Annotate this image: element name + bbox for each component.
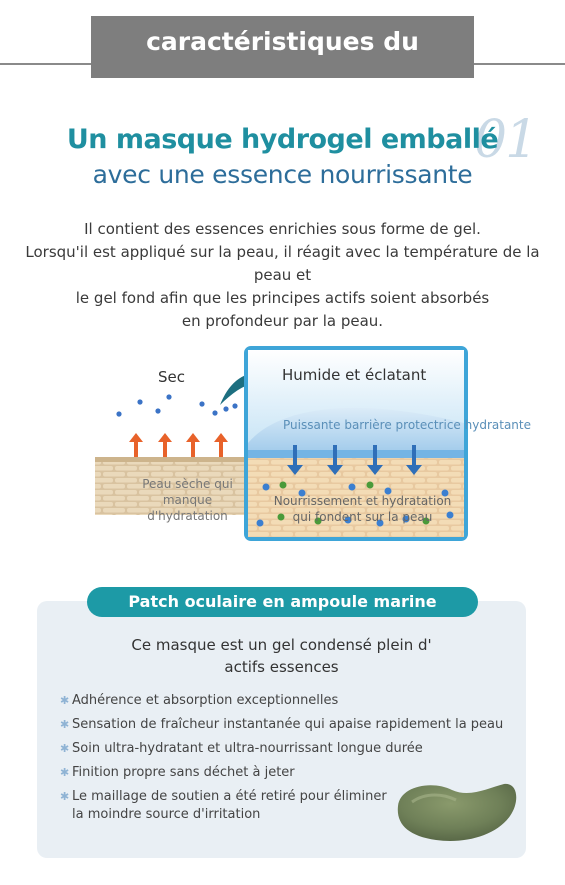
star-icon: ✱ [60,742,70,755]
description-line: le gel fond afin que les principes actifs soient absorbés [75,289,490,307]
feature-text: Soin ultra-hydratant et ultra-nourrissant longue durée [72,741,423,756]
product-name-pill: Patch oculaire en ampoule marine [87,587,478,617]
feature-item [60,716,520,734]
evaporation-arrows [129,433,228,457]
label-dry-skin-line: manque d'hydratation [147,493,228,523]
label-dry-skin-line: Peau sèche qui [142,477,233,491]
description [10,218,555,333]
label-moist: Humide et éclatant [282,366,427,384]
card-subtitle-line: actifs essences [224,658,339,676]
section-subtitle: avec une essence nourrissante [92,160,473,189]
label-barrier: Puissante barrière protectrice hydratante [283,418,531,432]
label-dry-skin [130,476,245,524]
feature-text: Sensation de fraîcheur instantanée qui apaise rapidement la peau [72,717,504,732]
star-icon: ✱ [60,790,70,803]
dry-particles [116,394,237,416]
feature-item [60,692,520,710]
description-line: Lorsqu'il est appliqué sur la peau, il réagit avec la température de la [25,243,540,261]
card-subtitle [37,634,526,678]
label-nourishment-line: qui fondent sur la peau [292,510,433,524]
feature-text: Adhérence et absorption exceptionnelles [72,693,339,708]
description-line: en profondeur par la peau. [181,312,384,330]
eye-patch-image [392,776,520,846]
card-subtitle-line: Ce masque est un gel condensé plein d' [131,636,432,654]
feature-text: Finition propre sans déchet à jeter [72,765,295,780]
label-nourishment [265,493,460,525]
label-dry: Sec [158,368,185,386]
description-line: Il contient des essences enrichies sous forme de gel. [84,220,481,238]
feature-text: Le maillage de soutien a été retiré pour éliminer la moindre source d'irritation [72,789,387,822]
section-header: caractéristiques du produit [91,16,474,78]
section-title: Un masque hydrogel emballé [66,124,499,155]
feature-item [60,740,520,758]
star-icon: ✱ [60,718,70,731]
label-nourishment-line: Nourrissement et hydratation [273,494,452,508]
star-icon: ✱ [60,694,70,707]
star-icon: ✱ [60,766,70,779]
section-number: 01 [474,110,537,170]
description-line: peau et [253,266,312,284]
